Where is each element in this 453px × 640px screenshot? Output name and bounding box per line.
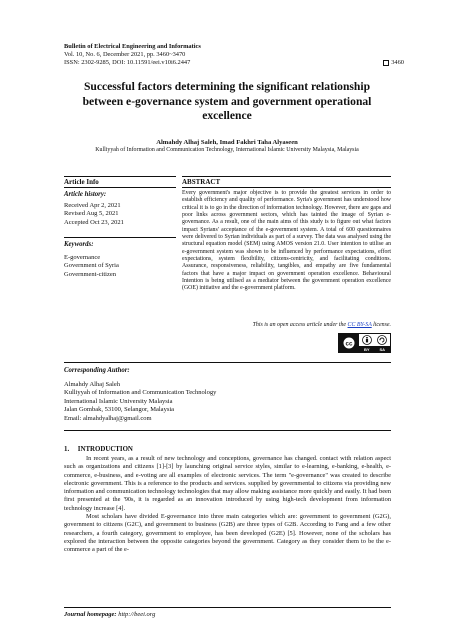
history-title: Article history: (64, 191, 107, 198)
divider (64, 362, 391, 363)
footer-separator: : (114, 611, 119, 618)
cc-term-labels (359, 346, 390, 352)
history-received: Received Apr 2, 2021 (64, 202, 121, 209)
divider (182, 176, 391, 177)
page-number: 3460 (391, 59, 404, 66)
introduction-heading: 1. INTRODUCTION (64, 446, 133, 453)
cc-label-sa: SA (379, 346, 386, 352)
corresponding-heading: Corresponding Author: (64, 367, 130, 374)
keyword-item: Government of Syria (64, 262, 119, 270)
history-accepted: Accepted Oct 23, 2021 (64, 218, 124, 226)
divider (64, 237, 176, 238)
authors: Almahdy Alhaj Saleh, Imad Fakhri Taha Alyaseen (156, 139, 298, 146)
issn-line: ISSN: 2302-9285, DOI: 10.11591/eei.v10i6.2447 (64, 59, 191, 66)
title-line: excellence (202, 109, 252, 122)
corr-univ: International Islamic University Malaysia (64, 397, 173, 405)
open-access-suffix: license. (371, 322, 391, 328)
attribution-icon (362, 335, 372, 345)
cc-license-badge[interactable] (338, 333, 391, 353)
divider (182, 187, 391, 188)
cc-icon (339, 334, 359, 352)
journal-header (64, 43, 404, 67)
history-revised: Revised Aug 5, 2021 (64, 210, 119, 218)
title-line: between e-governance system and government operational (82, 94, 372, 108)
paper-title (70, 80, 384, 124)
keywords-block (64, 241, 176, 279)
cc-term-icons (359, 334, 390, 346)
journal-name: Bulletin of Electrical Engineering and Informatics (64, 43, 201, 50)
corr-name: Almahdy Alhaj Saleh (64, 381, 120, 388)
abstract-text: Every government's major objective is to provide the greatest services in order to establish efficiency and quality of performance. Syria's government has understood how critical it is to go in the direction of information technology. However, there are gaps and poor links across government sectors, which has tainted the image of Syrian e-governance. As a result, one of the main aims of this study is to figure out what factors impact Syrians' acceptance of the e-government system. A total of 600 questionnaires were delivered to Syrian individuals as part of a survey. The data was analysed using the structural equation model (SEM) using AMOS version 21.0. User intention to utilise an e-government system was shown to be influenced by performance expectations, effort expectations, system flexibility, citizens-centricity, and facilitating conditions. Assurance, responsiveness, reliability, tangibles, and empathy are five fundamental factors that have a major impact on government operation excellence. Behavioural Intention is being utilised as a mediator between the government operation excellence (GOE) initiative and the e-government platform. (182, 190, 391, 292)
page-number-block (383, 59, 404, 67)
volume-line: Vol. 10, No. 6, December 2021, pp. 3460~3470 (64, 51, 186, 58)
divider (64, 430, 391, 431)
divider (64, 187, 176, 188)
share-alike-icon (377, 335, 387, 345)
corr-email: Email: almahdyalhaj@gmail.com (64, 414, 152, 422)
footer-url[interactable]: http://beei.org (118, 611, 156, 618)
divider (64, 176, 176, 177)
svg-text:cc: cc (345, 340, 353, 348)
affiliation: Kulliyyah of Information and Communication Technology, International Islamic University Malaysia, Malaysia (95, 147, 359, 153)
keyword-item: Government-citizen (64, 270, 116, 278)
keyword-item: E-governance (64, 254, 101, 261)
article-history (64, 191, 176, 227)
title-line: Successful factors determining the significant relationship (83, 80, 371, 93)
footer-divider (64, 607, 391, 608)
cc-terms (359, 334, 390, 352)
introduction-body (64, 455, 391, 555)
corr-dept: Kulliyyah of Information and Communication Technology (64, 389, 217, 397)
intro-paragraph: In recent years, as a result of new technology and conceptions, governance has changed. contact with relation aspect such as organizations and citizens [1]-[3] by launching original service styles, similar to e-learning, e-banking, e-health, e-commerce, e-business, and e-voting are all examples of electronic services. The term "e-governance" was created to describe electronic government. This is a reference to the products and services. supplied by governmental to citizens via providing new information and communication technology technologies that may allow making assistance more quickly and easily. It had been first presented at the '90s, it is regarded as an innovation introduced by using high-tech development from information technology increase [4]. (64, 455, 391, 512)
corresponding-details (64, 381, 216, 423)
journal-footer (64, 611, 155, 618)
page-box-icon (383, 60, 389, 66)
corr-address: Jalan Gombak, 53100, Selangor, Malaysia (64, 406, 175, 414)
abstract-heading: ABSTRACT (182, 178, 221, 186)
keywords-title: Keywords: (64, 241, 94, 248)
cc-label-by: BY (363, 346, 370, 352)
license-link[interactable]: CC BY-SA (347, 322, 372, 328)
article-info-heading: Article Info (64, 178, 99, 186)
footer-label: Journal homepage (64, 611, 115, 618)
open-access-note (182, 322, 391, 328)
intro-paragraph: Most scholars have divided E-governance into three main categories which are: government to government (G2G), government to citizens (G2C), and government to business (G2B) are three types of G2B. According to Fang and a few other researchers, a fourth category, government to employee, has been developed (G2E) [5]. However, none of the scholars has explored the interaction between the opposite categories beyond the government. Category as they consider them to be the e-commerce a part of the e- (64, 513, 391, 554)
open-access-prefix: This is an open access article under the (252, 322, 348, 328)
